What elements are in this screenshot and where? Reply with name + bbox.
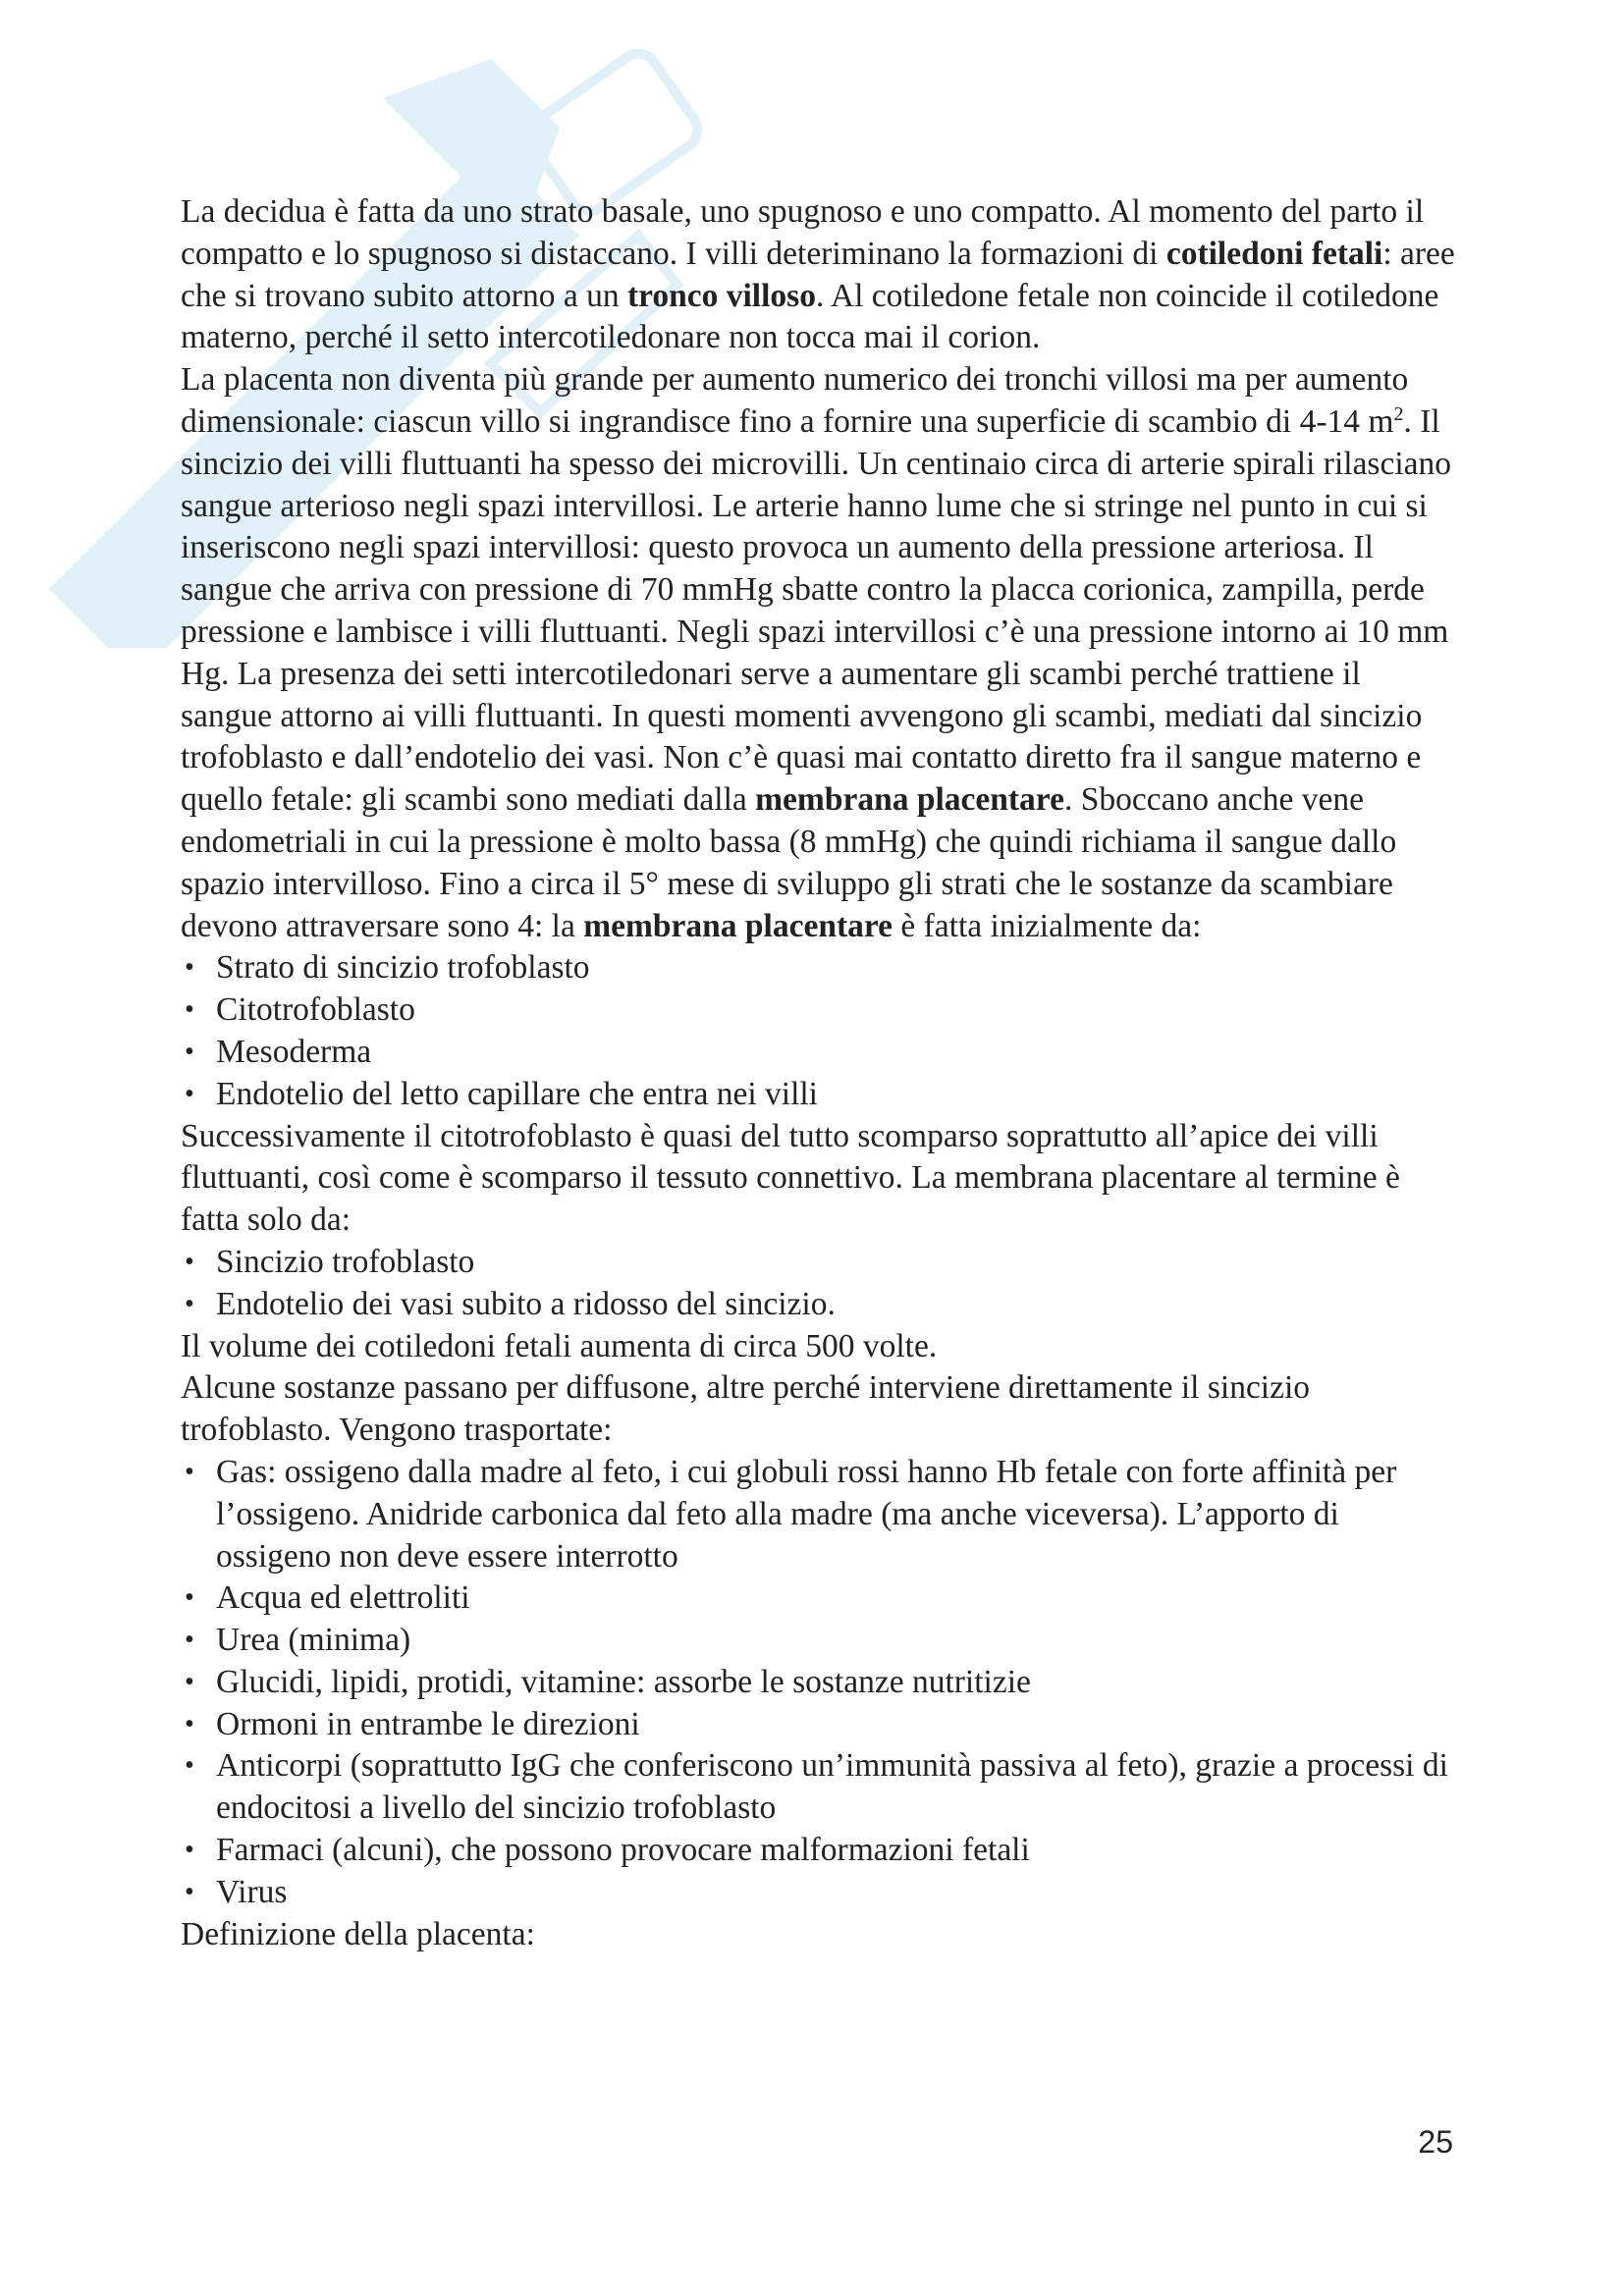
bold-term: membrana placentare — [583, 907, 893, 944]
paragraph — [181, 191, 1457, 359]
list-item: • Ormoni in entrambe le direzioni — [181, 1704, 1457, 1746]
list-item: • Endotelio del letto capillare che entra nei villi — [181, 1074, 1457, 1116]
list-item: • Urea (minima) — [181, 1620, 1457, 1662]
document-body — [181, 191, 1457, 1955]
paragraph: Definizione della placenta: — [181, 1915, 535, 1952]
list-item: • Endotelio dei vasi subito a ridosso del sincizio. — [181, 1284, 1457, 1326]
bold-term: cotiledoni fetali — [1165, 235, 1383, 272]
list-item: • Strato di sincizio trofoblasto — [181, 947, 1457, 989]
bullet-list — [181, 1242, 1457, 1326]
list-item: • Virus — [181, 1872, 1457, 1914]
bullet-list — [181, 947, 1457, 1115]
text-run: è fatta inizialmente da: — [893, 907, 1202, 944]
list-item: • Gas: ossigeno dalla madre al feto, i cui globuli rossi hanno Hb fetale con forte affinità per l’ossigeno. Anidride carbonica dal feto alla madre (ma anche viceversa). L’apporto di ossigeno non deve essere interrotto — [181, 1452, 1457, 1577]
paragraph: Alcune sostanze passano per diffusone, altre perché interviene direttamente il sincizio trofoblasto. Vengono trasportate: — [181, 1369, 1311, 1449]
list-item: • Citotrofoblasto — [181, 989, 1457, 1032]
text-run: . Il sincizio dei villi fluttuanti ha spesso dei microvilli. Un centinaio circa di arterie spirali rilasciano sangue arterioso negli spazi intervillosi. Le arterie hanno lume che si stringe nel punto in cui si inseriscono negli spazi intervillosi: questo provoca un aumento della pressione arteriosa. Il sangue che arriva con pressione di 70 mmHg sbatte contro la placca corionica, zampilla, perde pressione e lambisce i villi fluttuanti. Negli spazi intervillosi c’è una pressione intorno ai 10 mm Hg. La presenza dei setti intercotiledonari serve a aumentare gli scambi perché trattiene il sangue attorno ai villi fluttuanti. In questi momenti avvengono gli scambi, mediati dal sincizio trofoblasto e dall’endotelio dei vasi. Non c’è quasi mai contatto diretto fra il sangue materno e quello fetale: gli scambi sono mediati dalla — [181, 402, 1452, 819]
list-item: • Sincizio trofoblasto — [181, 1242, 1457, 1284]
page-number: 25 — [1418, 2124, 1453, 2160]
text-run: La placenta non diventa più grande per aumento numerico dei tronchi villosi ma per aumento dimensionale: ciascun villo si ingrandisce fino a fornire una superficie di scambio di 4-14 m — [181, 361, 1409, 440]
list-item: • Acqua ed elettroliti — [181, 1577, 1457, 1620]
bold-term: tronco villoso — [626, 277, 816, 314]
text-run: La decidua è fatta da uno strato basale, uno spugnoso e uno compatto. Al momento del parto il compatto e lo spugnoso si distaccano. I villi deteriminano la formazioni di — [181, 193, 1425, 272]
paragraph: Il volume dei cotiledoni fetali aumenta di circa 500 volte. — [181, 1327, 938, 1364]
paragraph — [181, 359, 1457, 947]
list-item: • Mesoderma — [181, 1032, 1457, 1074]
bold-term: membrana placentare — [755, 781, 1064, 819]
paragraph: Successivamente il citotrofoblasto è quasi del tutto scomparso soprattutto all’apice dei villi fluttuanti, così come è scomparso il tessuto connettivo. La membrana placentare al termine è fatta solo da: — [181, 1117, 1400, 1239]
list-item: • Glucidi, lipidi, protidi, vitamine: assorbe le sostanze nutritizie — [181, 1662, 1457, 1704]
text-run: : aree che si trovano subito attorno a un — [181, 235, 1455, 314]
bullet-list — [181, 1452, 1457, 1914]
list-item: • Anticorpi (soprattutto IgG che conferiscono un’immunità passiva al feto), grazie a processi di endocitosi a livello del sincizio trofoblasto — [181, 1745, 1457, 1830]
text-run: . Al cotiledone fetale non coincide il cotiledone materno, perché il setto intercotiledonare non tocca mai il corion. — [181, 277, 1439, 356]
list-item: • Farmaci (alcuni), che possono provocare malformazioni fetali — [181, 1830, 1457, 1872]
superscript: 2 — [1393, 402, 1404, 425]
text-run: . Sboccano anche vene endometriali in cui la pressione è molto bassa (8 mmHg) che quindi richiama il sangue dallo spazio intervilloso. Fino a circa il 5° mese di sviluppo gli strati che le sostanze da scambiare devono attraversare sono 4: la — [181, 781, 1397, 944]
